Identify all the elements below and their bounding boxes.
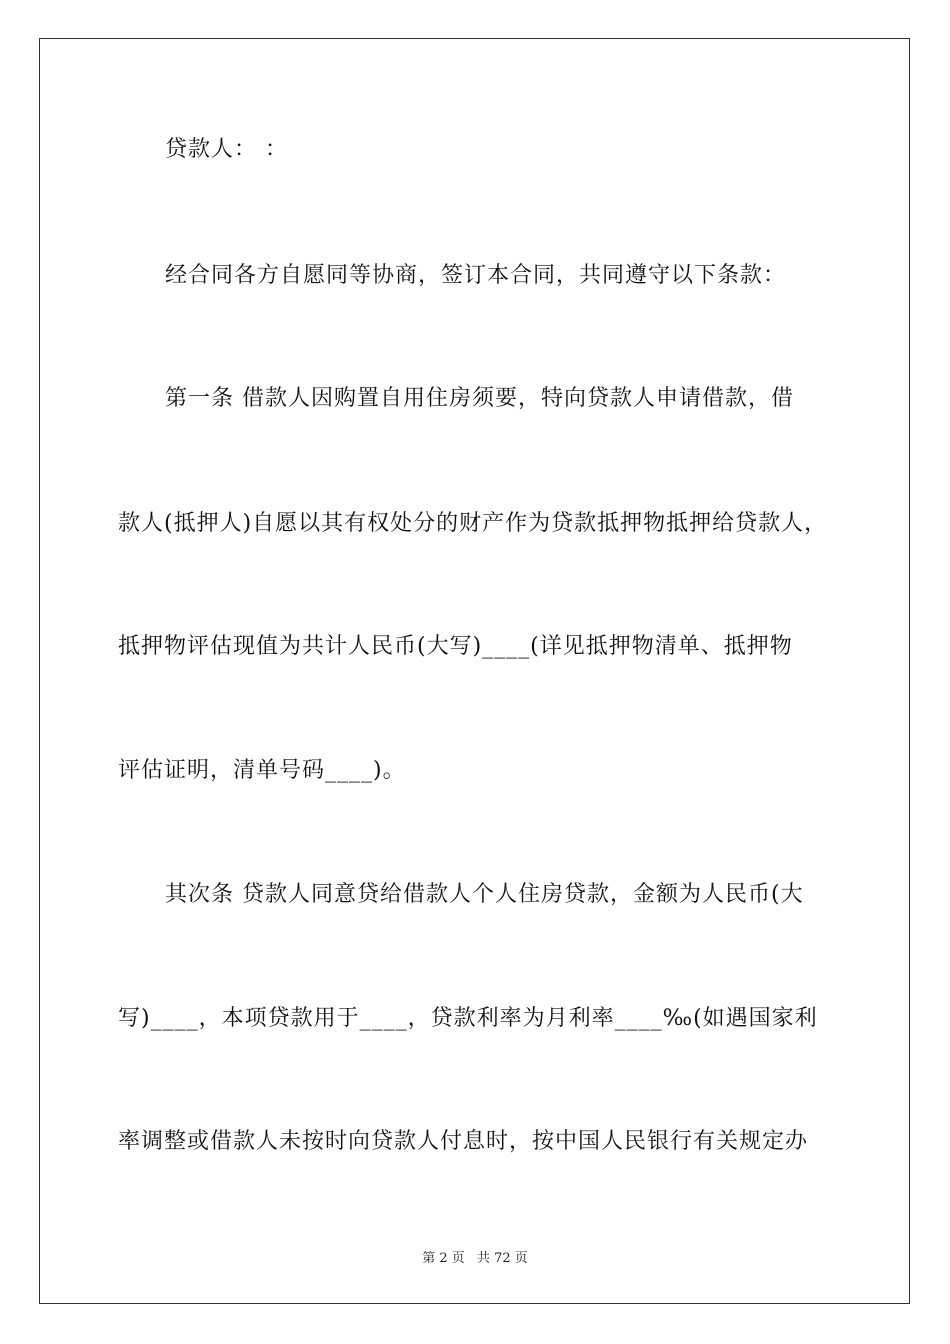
article-2-line-2: 写)____，本项贷款用于____，贷款利率为月利率____‰(如遇国家利 [118,1006,818,1031]
page-number: 第 2 页 [422,1251,465,1266]
article-1-line-2: 款人(抵押人)自愿以其有权处分的财产作为贷款抵押物抵押给贷款人， [118,511,828,536]
lender-line: 贷款人： ： [165,137,288,162]
page-footer [0,1247,950,1266]
article-1-line-1: 第一条 借款人因购置自用住房须要，特向贷款人申请借款，借 [165,386,794,411]
intro-paragraph: 经合同各方自愿同等协商，签订本合同，共同遵守以下条款： [165,263,787,288]
page-border [39,38,910,1304]
article-2-line-3: 率调整或借款人未按时向贷款人付息时，按中国人民银行有关规定办 [118,1129,809,1154]
article-2-line-1: 其次条 贷款人同意贷给借款人个人住房贷款，金额为人民币(大 [165,882,804,907]
page-total: 共 72 页 [476,1251,528,1266]
article-1-line-3: 抵押物评估现值为共计人民币(大写)____(详见抵押物清单、抵押物 [118,634,793,659]
article-1-line-4: 评估证明，清单号码____)。 [118,758,406,783]
